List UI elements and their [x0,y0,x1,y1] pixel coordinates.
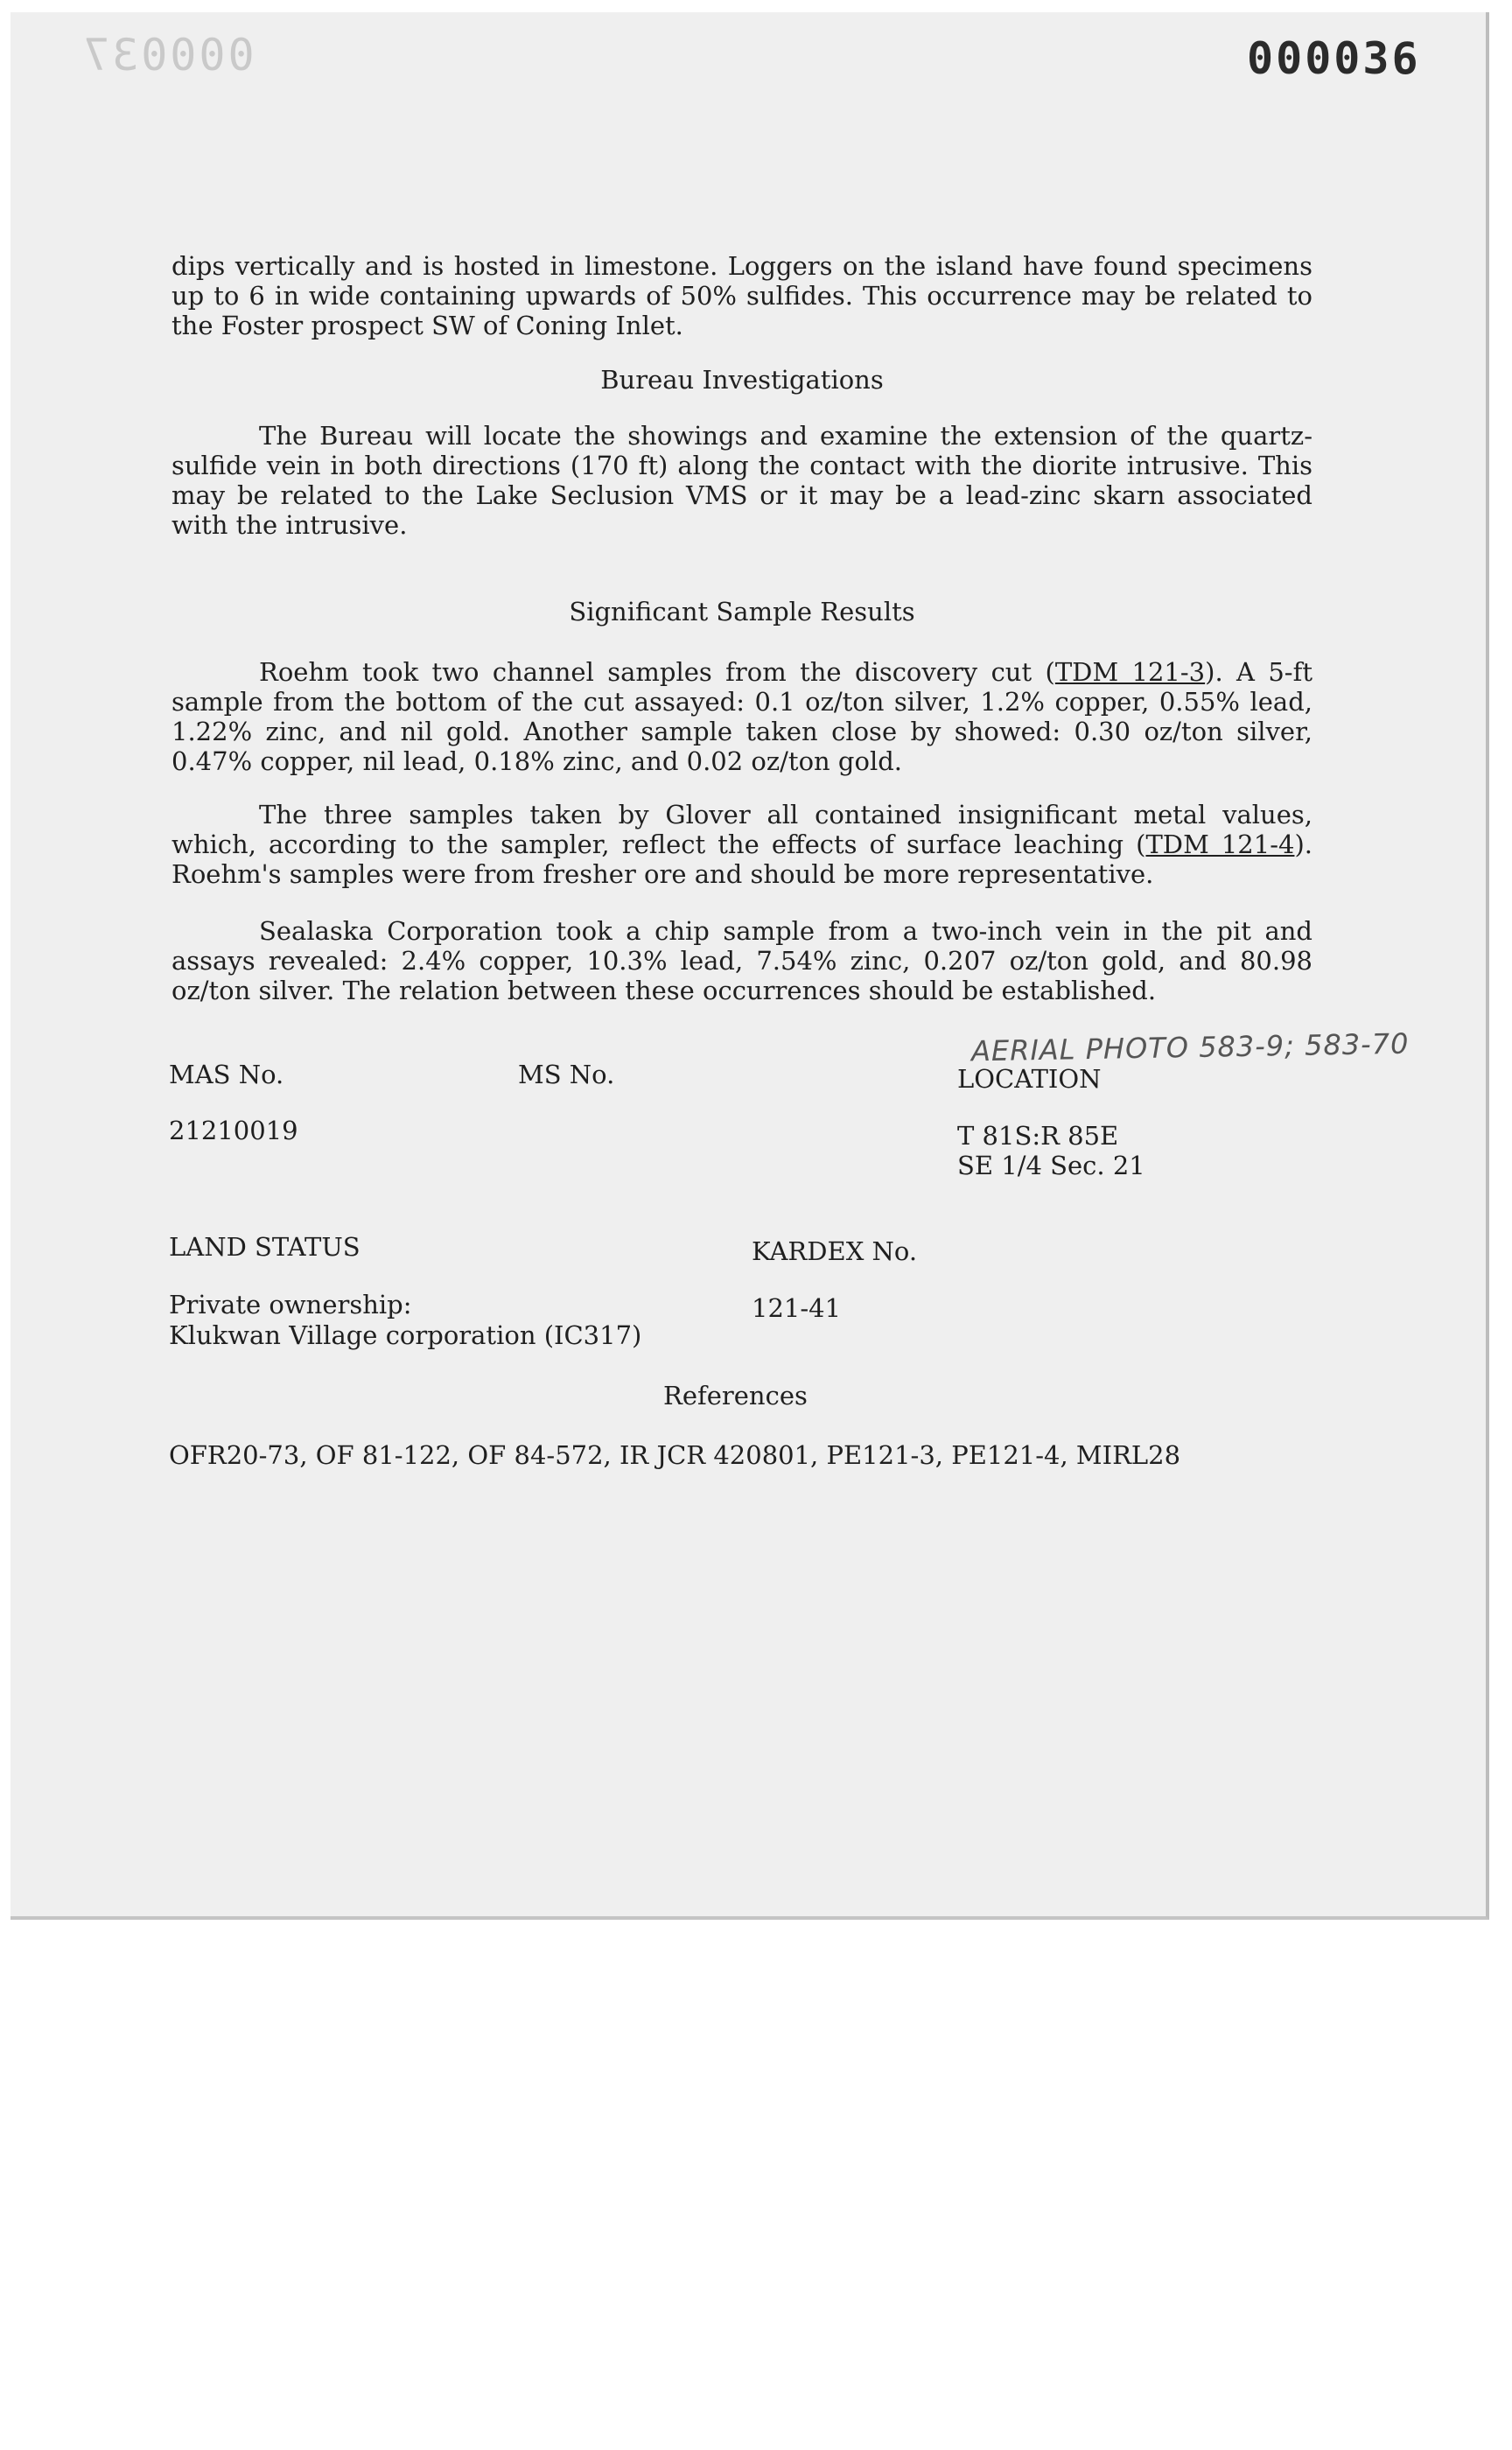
tdm-121-4-reference: TDM 121-4 [1145,830,1295,859]
intro-paragraph: dips vertically and is hosted in limestone. Loggers on the island have found specimens up to 6 in wide containing upwards of 50% sulfides. This occurrence may be related to the Foster prospect SW of Coning Inlet. [172,251,1312,340]
tdm-121-3-reference: TDM 121-3 [1054,657,1206,687]
references-list: OFR20-73, OF 81-122, OF 84-572, IR JCR 420801, PE121-3, PE121-4, MIRL28 [169,1440,1181,1470]
sample-results-heading: Significant Sample Results [569,597,915,626]
location-township-range: T 81S:R 85E [957,1121,1119,1151]
references-heading: References [663,1381,808,1410]
bleed-through-page-number: 000037 [80,30,255,80]
mas-no-value: 21210019 [169,1116,298,1145]
kardex-no-label: KARDEX No. [752,1236,918,1266]
location-section: SE 1/4 Sec. 21 [957,1151,1145,1180]
results-paragraph-3: Sealaska Corporation took a chip sample from a two-inch vein in the pit and assays revealed: 2.4% copper, 10.3% lead, 7.54% zinc, 0.207 oz/ton gold, and 80.98 oz/ton silver. The relation between these occurrences should be established. [172,916,1312,1005]
land-status-label: LAND STATUS [169,1232,360,1262]
handwritten-aerial-photo-note: AERIAL PHOTO 583-9; 583-70 [970,1026,1410,1068]
page-number-stamp: 000036 [1247,33,1421,84]
bureau-investigations-paragraph: The Bureau will locate the showings and examine the extension of the quartz-sulfide vein in both directions (170 ft) along the contact with the diorite intrusive. This may be related to the Lake Seclusion VMS or it may be a lead-zinc skarn associated with the intrusive. [172,421,1312,540]
location-label: LOCATION [957,1064,1102,1094]
results-paragraph-2: The three samples taken by Glover all contained insignificant metal values, which, according to the sampler, reflect the effects of surface leaching (TDM 121-4). Roehm's samples were from fresher ore and should be more representative. [172,800,1313,889]
land-status-ownership: Private ownership: [169,1290,412,1320]
results-paragraph-1: Roehm took two channel samples from the discovery cut (TDM 121-3). A 5-ft sample from the bottom of the cut assayed: 0.1 oz/ton silver, 1.2% copper, 0.55% lead, 1.22% zinc, and nil gold. Another sample taken close by showed: 0.30 oz/ton silver, 0.47% copper, nil lead, 0.18% zinc, and 0.02 oz/ton gold. [172,657,1312,776]
kardex-no-value: 121-41 [752,1293,842,1323]
mas-no-label: MAS No. [169,1060,284,1089]
land-status-owner: Klukwan Village corporation (IC317) [169,1320,642,1350]
bureau-investigations-heading: Bureau Investigations [600,365,884,395]
ms-no-label: MS No. [518,1060,615,1089]
